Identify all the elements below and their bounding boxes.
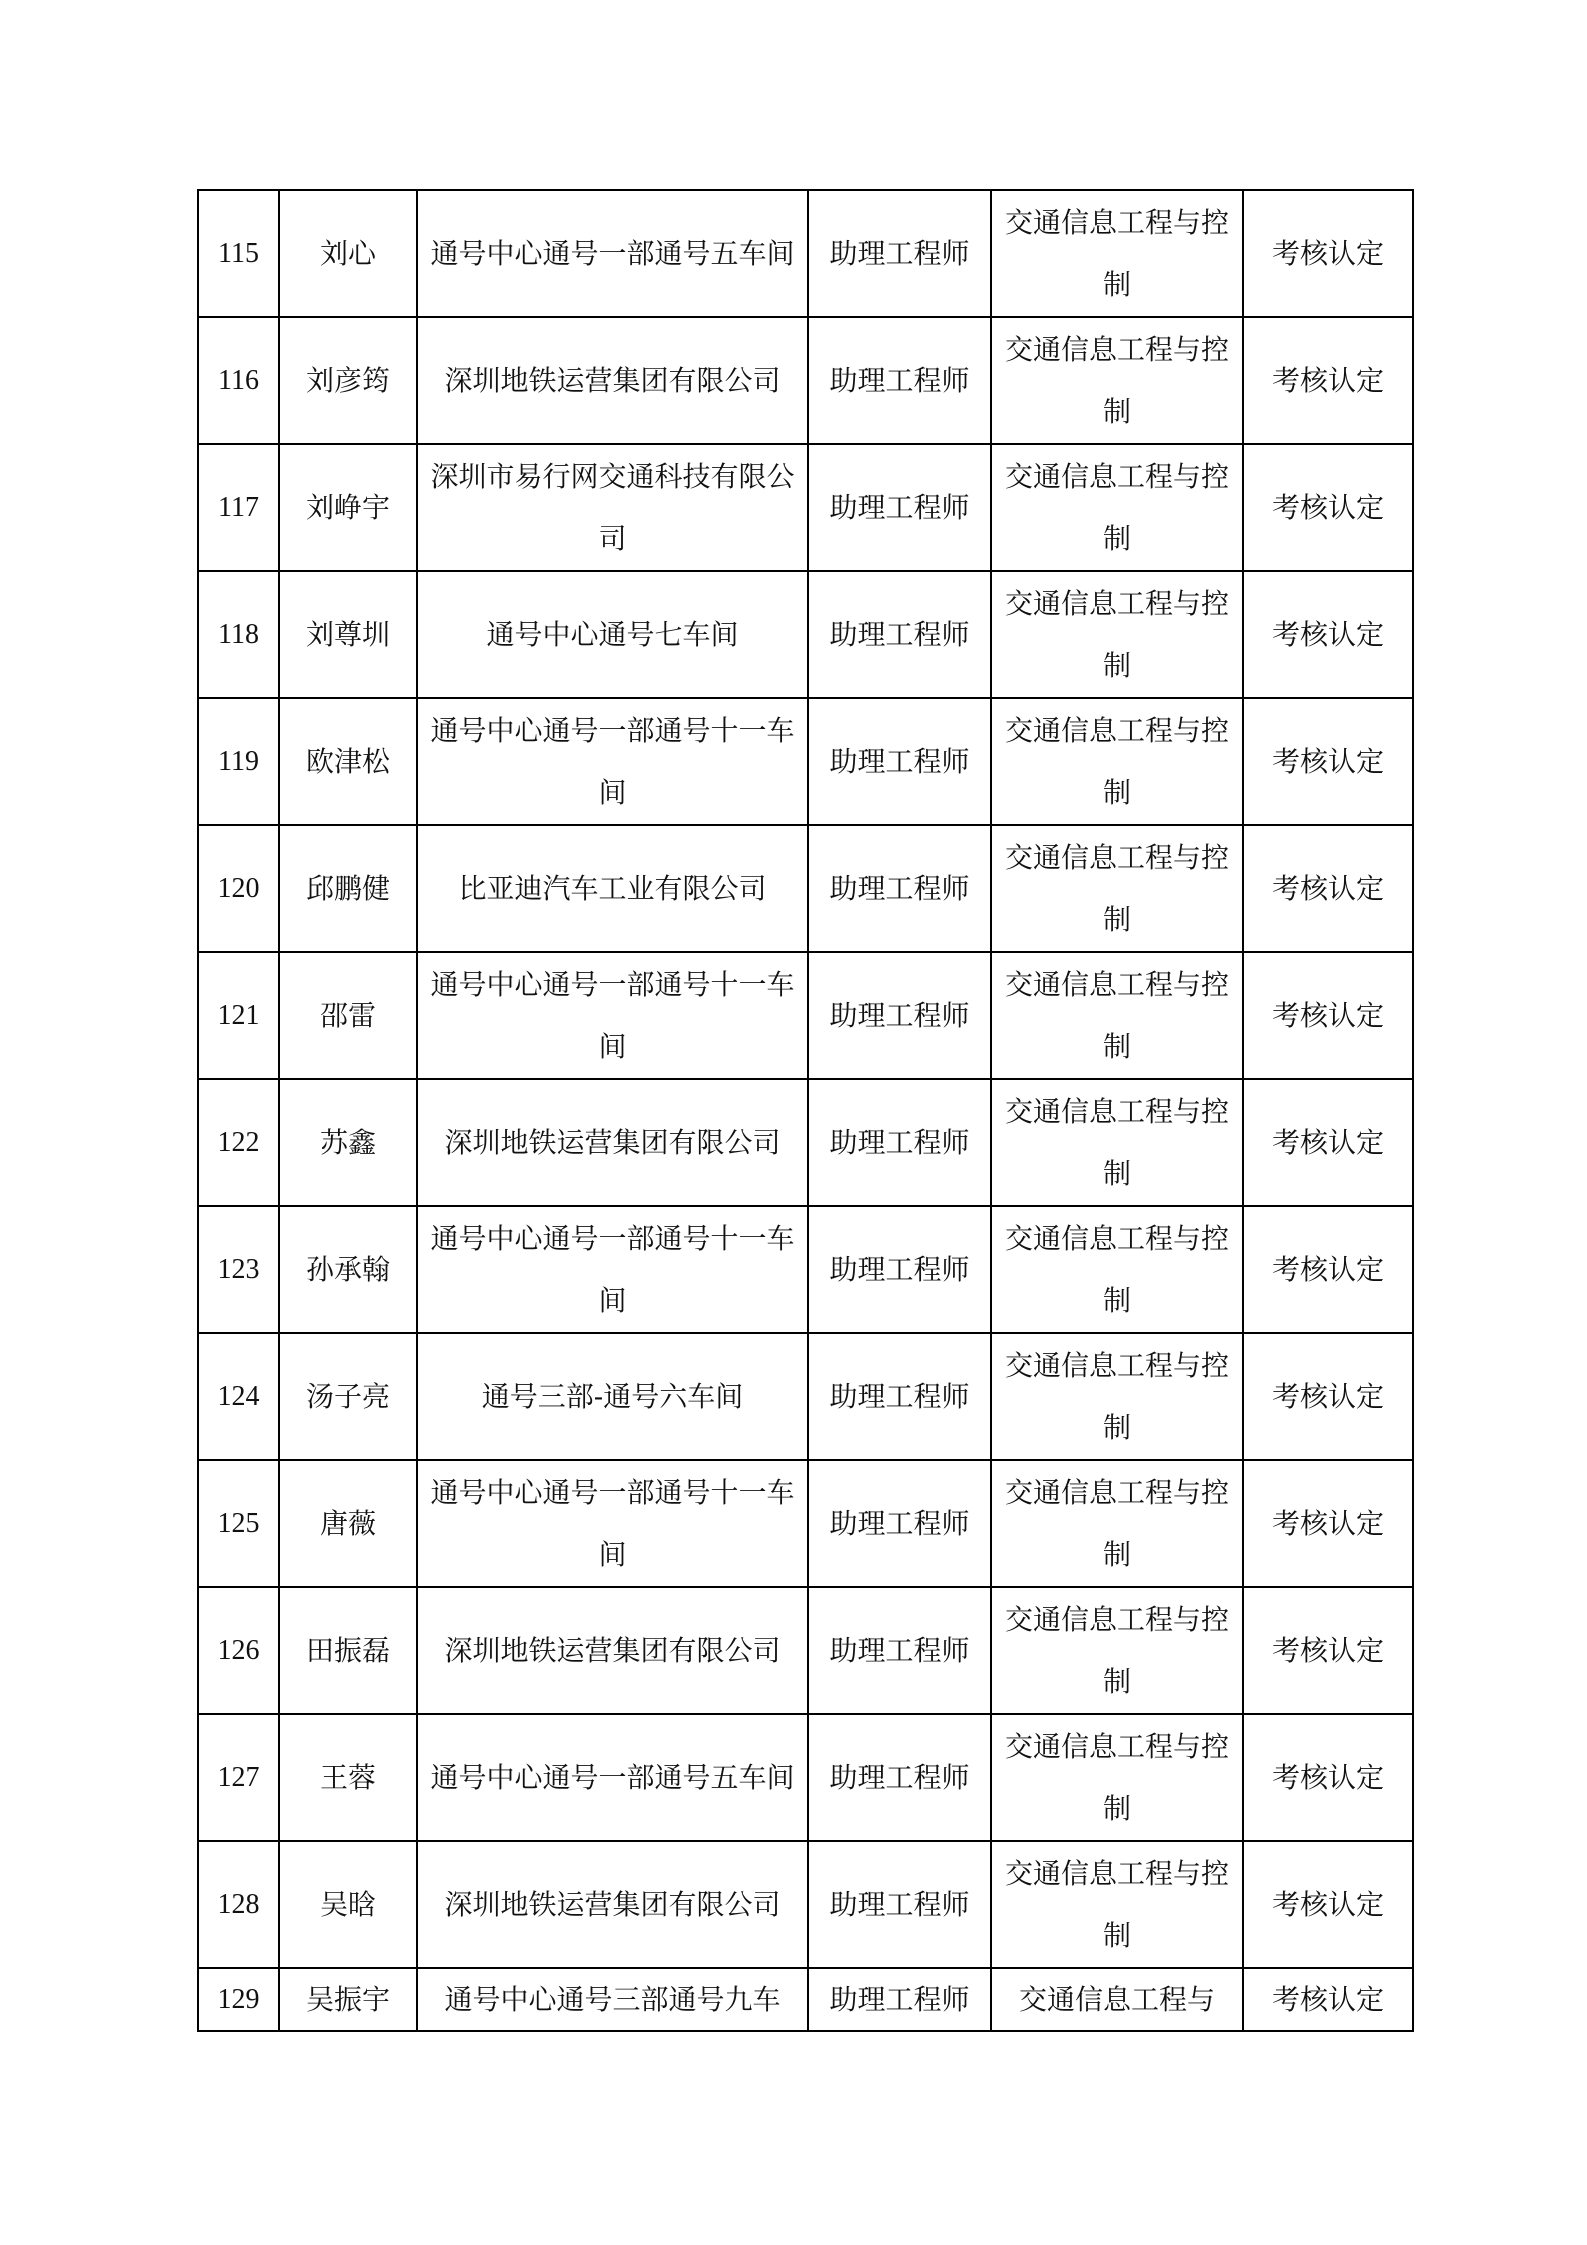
table-row [198,952,1413,1079]
assessment-method: 考核认定 [1243,571,1413,698]
specialty: 交通信息工程与控制 [991,1841,1243,1968]
specialty: 交通信息工程与控制 [991,571,1243,698]
title-level: 助理工程师 [808,190,991,317]
row-number: 124 [198,1333,279,1460]
work-unit: 通号中心通号一部通号五车间 [417,190,808,317]
row-number: 115 [198,190,279,317]
row-number: 117 [198,444,279,571]
person-name: 刘心 [279,190,417,317]
table-row [198,1206,1413,1333]
person-name: 邱鹏健 [279,825,417,952]
title-level: 助理工程师 [808,317,991,444]
person-name: 苏鑫 [279,1079,417,1206]
table-row [198,1968,1413,2031]
table-row [198,1587,1413,1714]
specialty: 交通信息工程与控制 [991,1714,1243,1841]
row-number: 122 [198,1079,279,1206]
specialty: 交通信息工程与控制 [991,825,1243,952]
work-unit: 通号中心通号七车间 [417,571,808,698]
work-unit: 深圳地铁运营集团有限公司 [417,1079,808,1206]
roster-table [197,189,1414,2032]
person-name: 孙承翰 [279,1206,417,1333]
assessment-method: 考核认定 [1243,1206,1413,1333]
title-level: 助理工程师 [808,1206,991,1333]
table-row [198,1841,1413,1968]
work-unit: 比亚迪汽车工业有限公司 [417,825,808,952]
table-row [198,825,1413,952]
row-number: 127 [198,1714,279,1841]
row-number: 129 [198,1968,279,2031]
specialty: 交通信息工程与控制 [991,1460,1243,1587]
person-name: 邵雷 [279,952,417,1079]
row-number: 121 [198,952,279,1079]
title-level: 助理工程师 [808,1333,991,1460]
work-unit: 通号中心通号一部通号十一车间 [417,1206,808,1333]
table-row [198,1714,1413,1841]
row-number: 128 [198,1841,279,1968]
work-unit: 深圳市易行网交通科技有限公司 [417,444,808,571]
table-row [198,1333,1413,1460]
row-number: 118 [198,571,279,698]
table-row [198,1460,1413,1587]
row-number: 123 [198,1206,279,1333]
work-unit: 深圳地铁运营集团有限公司 [417,1841,808,1968]
work-unit: 通号中心通号一部通号十一车间 [417,1460,808,1587]
title-level: 助理工程师 [808,1460,991,1587]
assessment-method: 考核认定 [1243,1841,1413,1968]
title-level: 助理工程师 [808,952,991,1079]
specialty: 交通信息工程与控制 [991,698,1243,825]
person-name: 刘彦筠 [279,317,417,444]
assessment-method: 考核认定 [1243,1714,1413,1841]
person-name: 刘峥宇 [279,444,417,571]
table-row [198,444,1413,571]
person-name: 汤子亮 [279,1333,417,1460]
specialty: 交通信息工程与控制 [991,317,1243,444]
assessment-method: 考核认定 [1243,1460,1413,1587]
table-row [198,190,1413,317]
person-name: 欧津松 [279,698,417,825]
specialty: 交通信息工程与控制 [991,1206,1243,1333]
person-name: 吴晗 [279,1841,417,1968]
assessment-method: 考核认定 [1243,1968,1413,2031]
title-level: 助理工程师 [808,1079,991,1206]
specialty: 交通信息工程与控制 [991,190,1243,317]
row-number: 125 [198,1460,279,1587]
work-unit: 深圳地铁运营集团有限公司 [417,317,808,444]
title-level: 助理工程师 [808,1587,991,1714]
title-level: 助理工程师 [808,1714,991,1841]
work-unit: 通号中心通号三部通号九车 [417,1968,808,2031]
work-unit: 通号中心通号一部通号十一车间 [417,952,808,1079]
row-number: 119 [198,698,279,825]
specialty: 交通信息工程与控制 [991,1587,1243,1714]
work-unit: 深圳地铁运营集团有限公司 [417,1587,808,1714]
table-row [198,571,1413,698]
assessment-method: 考核认定 [1243,190,1413,317]
person-name: 吴振宇 [279,1968,417,2031]
assessment-method: 考核认定 [1243,1587,1413,1714]
assessment-method: 考核认定 [1243,698,1413,825]
person-name: 田振磊 [279,1587,417,1714]
table-row [198,698,1413,825]
assessment-method: 考核认定 [1243,825,1413,952]
table-row [198,317,1413,444]
table-row [198,1079,1413,1206]
work-unit: 通号三部-通号六车间 [417,1333,808,1460]
person-name: 唐薇 [279,1460,417,1587]
work-unit: 通号中心通号一部通号十一车间 [417,698,808,825]
specialty: 交通信息工程与控制 [991,444,1243,571]
assessment-method: 考核认定 [1243,444,1413,571]
title-level: 助理工程师 [808,571,991,698]
specialty: 交通信息工程与 [991,1968,1243,2031]
assessment-method: 考核认定 [1243,1333,1413,1460]
person-name: 刘尊圳 [279,571,417,698]
specialty: 交通信息工程与控制 [991,1079,1243,1206]
title-level: 助理工程师 [808,1841,991,1968]
title-level: 助理工程师 [808,1968,991,2031]
assessment-method: 考核认定 [1243,952,1413,1079]
row-number: 116 [198,317,279,444]
specialty: 交通信息工程与控制 [991,1333,1243,1460]
specialty: 交通信息工程与控制 [991,952,1243,1079]
title-level: 助理工程师 [808,698,991,825]
assessment-method: 考核认定 [1243,317,1413,444]
row-number: 120 [198,825,279,952]
assessment-method: 考核认定 [1243,1079,1413,1206]
title-level: 助理工程师 [808,444,991,571]
row-number: 126 [198,1587,279,1714]
work-unit: 通号中心通号一部通号五车间 [417,1714,808,1841]
title-level: 助理工程师 [808,825,991,952]
person-name: 王蓉 [279,1714,417,1841]
